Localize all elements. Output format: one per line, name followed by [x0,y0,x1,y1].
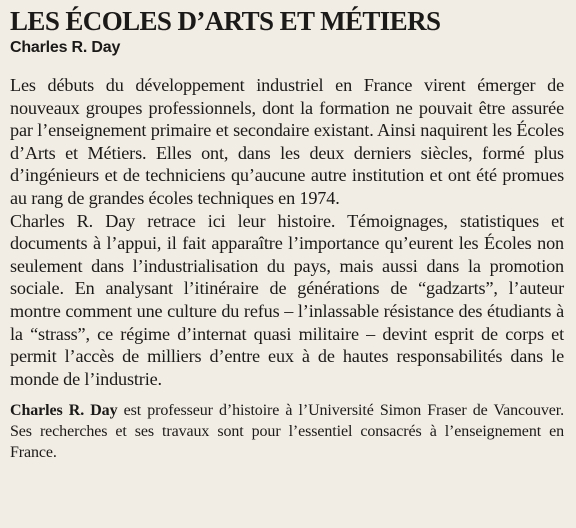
summary-paragraph-2: Charles R. Day retrace ici leur histoire. Témoignages, statistiques et documents à l’appui, il fait apparaître l’importance qu’eurent les Écoles non seulement dans l’industrialisation du pays, mais aussi dans la promotion sociale. En analysant l’itinéraire de générations de “gadzarts”, l’auteur montre comment une culture du refus – l’inlassable résistance des étudiants à la “strass”, ce régime d’internat quasi militaire – devint esprit de corps et permit l’accès de milliers d’entre eux à de hautes responsabilités dans le monde de l’industrie. [10,210,564,389]
author-bio-name: Charles R. Day [10,402,118,420]
author-bio-text: est professeur d’histoire à l’Université Simon Fraser de Vancouver. Ses recherches et ses travaux sont pour l’essentiel consacrés à l’enseignement en France. [10,402,565,462]
author-name: Charles R. Day [10,39,121,56]
summary-paragraph-1: Les débuts du développement industriel en France virent émerger de nouveaux groupes professionnels, dont la formation ne pouvait être assurée par l’enseignement primaire et secondaire existant. Ainsi naquirent les Écoles d’Arts et Métiers. Elles ont, dans les deux derniers siècles, formé plus d’ingénieurs et de techniciens qu’aucune autre institution et ont été promues au rang de grandes écoles techniques en 1974. [10,75,564,208]
book-title: LES ÉCOLES D’ARTS ET MÉTIERS [10,6,441,36]
author-bio [10,400,564,463]
